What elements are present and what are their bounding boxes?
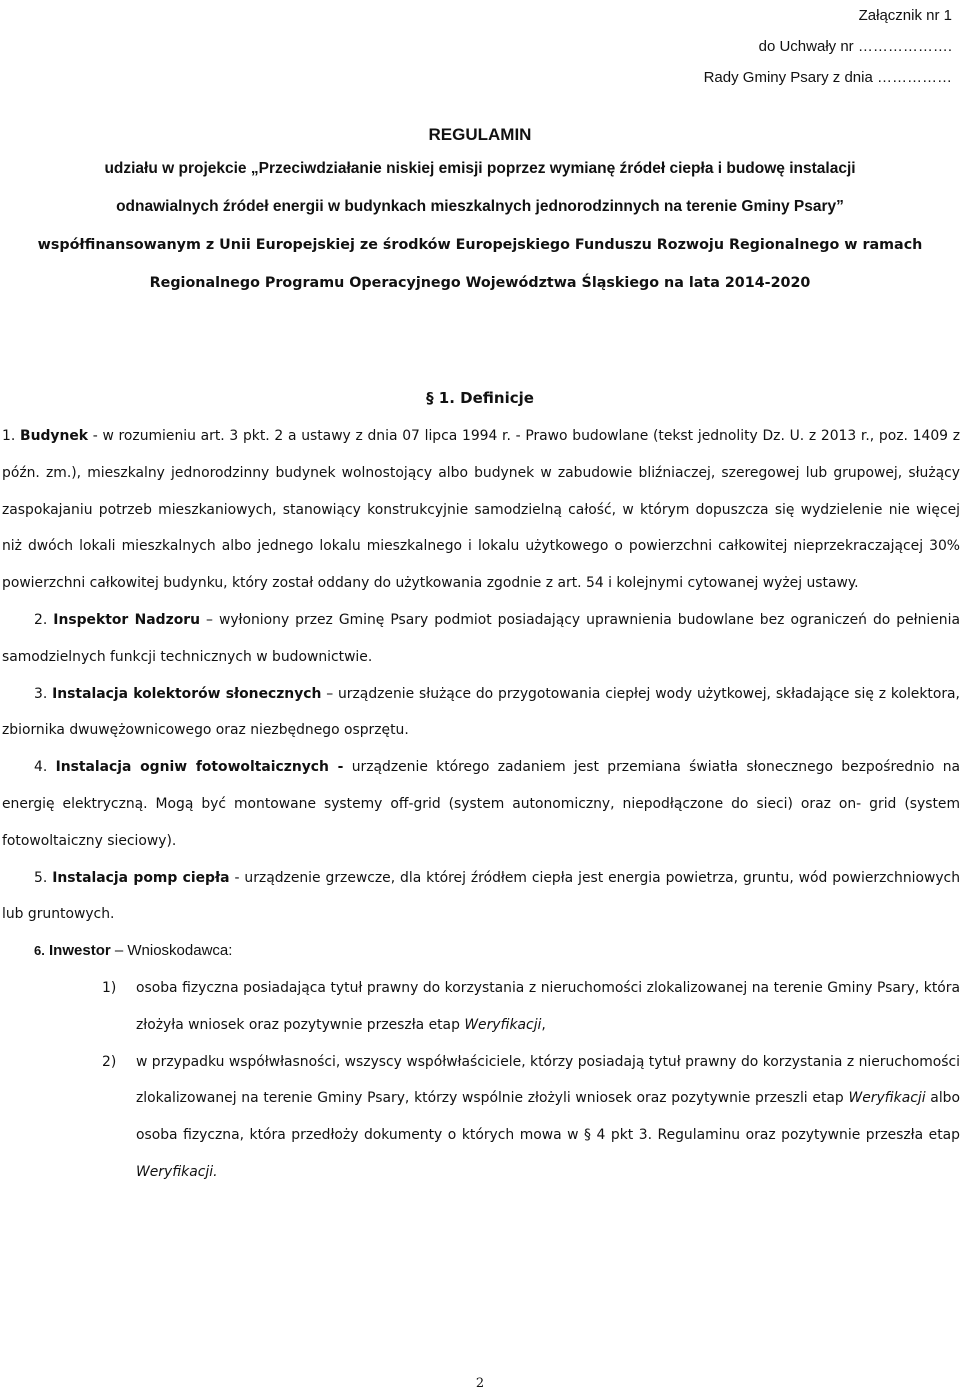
document-title: REGULAMIN (428, 125, 532, 144)
definition-4 (2, 749, 960, 859)
definition-text: – wyłoniony przez Gminę Psary podmiot posiadający uprawnienia budowlane bez ograniczeń do pełnienia samodzielnych funkcji technicznych w budownictwie. (2, 611, 960, 665)
definitions-content (2, 418, 960, 1191)
investor-list (2, 970, 960, 1191)
definition-number: 6. (34, 943, 45, 959)
annex-number: Załącznik nr 1 (858, 7, 952, 24)
subtitle-line-2: odnawialnych źródeł energii w budynkach mieszkalnych jednorodzinnych na terenie Gminy Psary” (116, 198, 844, 215)
definition-5 (2, 860, 960, 934)
definition-text: – Wnioskodawca: (110, 942, 233, 960)
definition-term: Instalacja ogniw fotowoltaicznych - (55, 759, 344, 776)
definition-text: urządzenie którego zadaniem jest przemiana światła słonecznego bezpośrednio na energię elektryczną. Mogą być montowane systemy off-grid (system autonomiczny, niepodłączone do sieci) oraz on- grid (system fotowoltaiczny sieciowy). (2, 759, 960, 849)
definition-number: 4. (34, 759, 48, 776)
definition-term: Inwestor (49, 942, 111, 960)
annex-header (704, 0, 952, 93)
definition-text: - urządzenie grzewcze, dla której źródłem ciepła jest energia powietrza, gruntu, wód powierzchniowych lub gruntowych. (2, 869, 960, 923)
list-item-emphasis: Weryfikacji (848, 1090, 926, 1107)
definition-term: Budynek (19, 428, 89, 444)
definition-term: Inspektor Nadzoru (53, 611, 200, 628)
definition-text: - w rozumieniu art. 3 pkt. 2 a ustawy z dnia 07 lipca 1994 r. - Prawo budowlane (tekst jednolity Dz. U. z 2013 r., poz. 1409 z późn. zm.), mieszkalny jednorodzinny budynek wolnostojący albo budynek w zabudowie bliźniaczej, szeregowej lub grupowej, służący zaspokajaniu potrzeb mieszkaniowych, stanowiący konstrukcyjnie samodzielną całość, w którym dopuszcza się wydzielenie nie więcej niż dwóch lokali mieszkalnych albo jednego lokalu mieszkalnego i lokalu użytkowego o powierzchni całkowitej nieprzekraczającej 30% powierzchni całkowitej budynku, który został oddany do użytkowania zgodnie z art. 54 i kolejnymi cytowanej wyżej ustawy. (2, 428, 960, 592)
definition-3 (2, 676, 960, 750)
list-item-text-end: , (541, 1016, 546, 1033)
definition-2 (2, 602, 960, 676)
definition-number: 3. (34, 685, 48, 702)
list-item-emphasis: Weryfikacji (464, 1016, 542, 1033)
page-number: 2 (475, 1376, 485, 1391)
definition-term: Instalacja kolektorów słonecznych (52, 685, 322, 702)
list-item-number: 1) (102, 979, 117, 996)
list-item (2, 970, 960, 1044)
annex-council: Rady Gminy Psary z dnia …………… (703, 69, 952, 86)
definition-text: – urządzenie służące do przygotowania ciepłej wody użytkowej, składające się z kolektora, zbiornika dwuwężownicowego oraz niezbędnego osprzętu. (2, 685, 960, 739)
definition-1 (2, 418, 960, 602)
title-block (0, 120, 960, 302)
subtitle-line-1: udziału w projekcie „Przeciwdziałanie niskiej emisji poprzez wymianę źródeł ciepła i budowę instalacji (104, 160, 856, 177)
list-item-number: 2) (102, 1053, 117, 1070)
list-item-text-middle: albo osoba fizyczna, która przedłoży dokumenty o których mowa w § 4 pkt 3. Regulaminu oraz pozytywnie przeszła etap (136, 1090, 960, 1144)
list-item-text: osoba fizyczna posiadająca tytuł prawny do korzystania z nieruchomości zlokalizowanej na terenie Gminy Psary, która złożyła wniosek oraz pozytywnie przeszła etap (136, 979, 960, 1033)
definition-term: Instalacja pomp ciepła (52, 869, 230, 886)
definition-number: 1. (2, 428, 16, 444)
list-item-emphasis-2: Weryfikacji. (136, 1163, 218, 1180)
annex-resolution: do Uchwały nr ………………. (758, 38, 952, 55)
definition-number: 5. (34, 869, 48, 886)
subtitle-line-3: współfinansowanym z Unii Europejskiej ze środków Europejskiego Funduszu Rozwoju Regionalnego w ramach (37, 237, 923, 253)
definition-number: 2. (34, 611, 48, 628)
section-heading: § 1. Definicje (426, 389, 534, 407)
list-item (2, 1044, 960, 1191)
subtitle-line-4: Regionalnego Programu Operacyjnego Województwa Śląskiego na lata 2014-2020 (149, 275, 811, 291)
definition-6 (2, 933, 960, 970)
list-item-text: w przypadku współwłasności, wszyscy współwłaściciele, którzy posiadają tytuł prawny do korzystania z nieruchomości zlokalizowanej na terenie Gminy Psary, którzy wspólnie złożyli wniosek oraz pozytywnie przeszli etap (136, 1053, 960, 1107)
